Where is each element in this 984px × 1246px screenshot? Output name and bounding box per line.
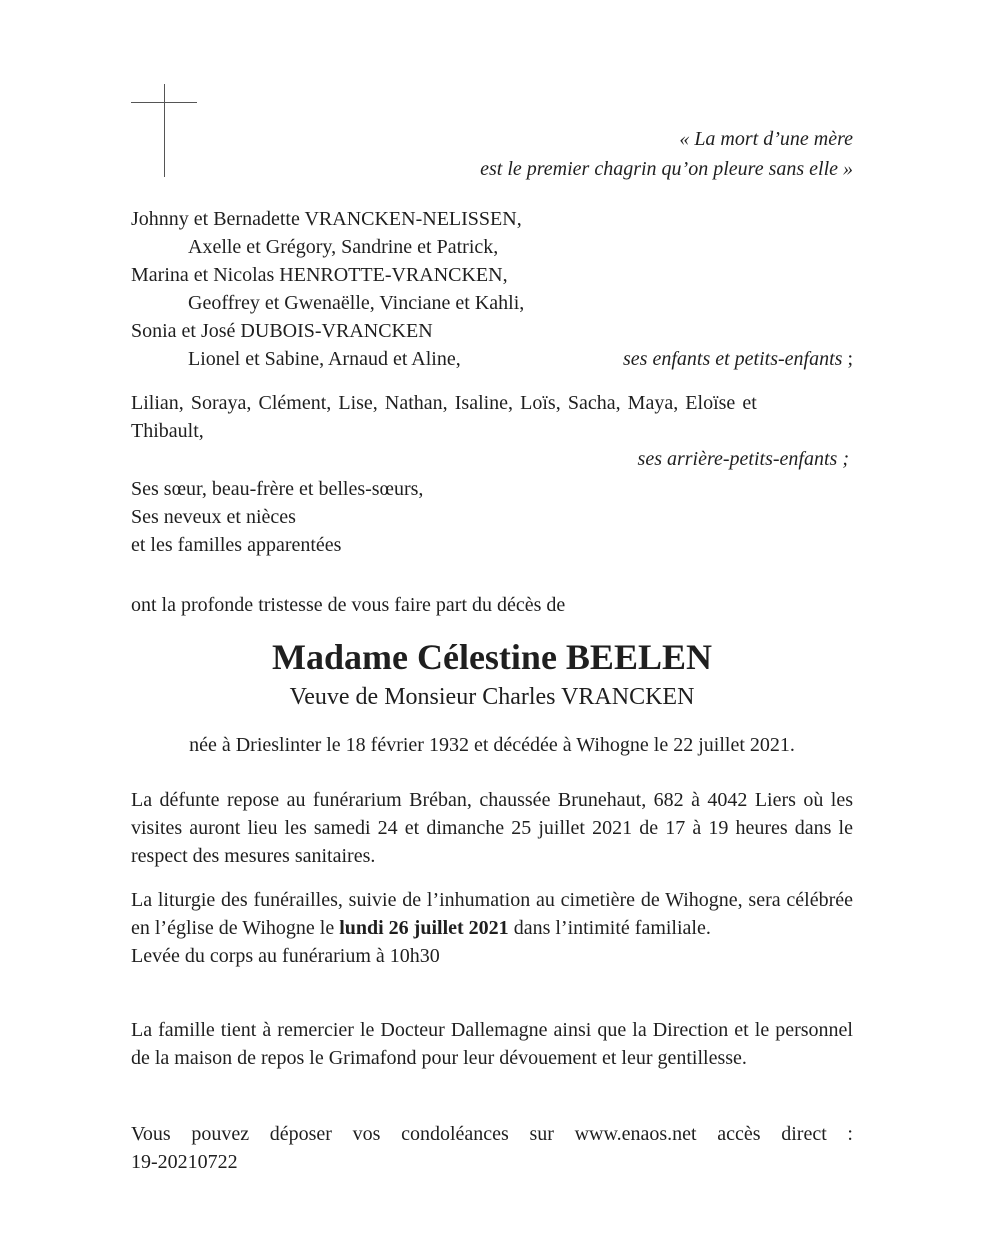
siblings-line: Ses neveux et nièces [131, 506, 296, 528]
family-line: Sonia et José DUBOIS-VRANCKEN [131, 320, 433, 342]
thanks-text: La famille tient à remercier le Docteur Dallemagne ainsi que la Direction et le personnel de la maison de repos le Grimafond pour leur dévouement et leur gentillesse. [131, 1019, 853, 1069]
family-line: Axelle et Grégory, Sandrine et Patrick, [188, 236, 499, 258]
thanks-paragraph [131, 1016, 853, 1072]
family-line: Johnny et Bernadette VRANCKEN-NELISSEN, [131, 208, 522, 230]
cross-icon-vertical [164, 84, 165, 177]
grandchildren-names-line-2: Thibault, [131, 420, 204, 442]
family-label [623, 345, 853, 373]
visitation-text: La défunte repose au funérarium Bréban, chaussée Brunehaut, 682 à 4042 Liers où les visites auront lieu les samedi 24 et dimanche 25 juillet 2021 de 17 à 19 heures dans le respect des mesures sanitaires. [131, 789, 853, 867]
grandchildren-label-text: ses arrière-petits-enfants [637, 448, 838, 470]
family-line: Lionel et Sabine, Arnaud et Aline, [188, 348, 461, 370]
siblings-list [131, 475, 853, 559]
condolences-text: Vous pouvez déposer vos condoléances sur www.enaos.net accès direct : [131, 1123, 853, 1145]
family-last-row [131, 345, 853, 373]
widow-of: Veuve de Monsieur Charles VRANCKEN [289, 684, 695, 710]
cross-icon-horizontal [131, 102, 197, 103]
announcement-intro: ont la profonde tristesse de vous faire part du décès de [131, 594, 566, 616]
family-list [131, 205, 853, 373]
levee-text: Levée du corps au funérarium à 10h30 [131, 945, 440, 967]
funeral-paragraph [131, 886, 853, 970]
family-label-text: ses enfants et petits-enfants [623, 348, 843, 370]
condolences-code: 19-20210722 [131, 1151, 238, 1173]
funeral-text-before: La liturgie des funérailles, suivie de l’inhumation au cimetière de Wihogne, sera célébrée en l’église de Wihogne le [131, 889, 853, 939]
family-label-punct: ; [842, 348, 853, 370]
quote-line-1: « La mort d’une mère [679, 128, 853, 150]
siblings-line: Ses sœur, beau-frère et belles-sœurs, [131, 478, 424, 500]
family-line: Geoffrey et Gwenaëlle, Vinciane et Kahli, [188, 292, 525, 314]
grandchildren-names: Lilian, Soraya, Clément, Lise, Nathan, Isaline, Loïs, Sacha, Maya, Eloïse et [131, 392, 757, 414]
grandchildren-names-line-1 [131, 389, 853, 417]
deceased-name: Madame Célestine BEELEN [272, 637, 712, 677]
grandchildren-label [131, 445, 853, 473]
quote-line-2: est le premier chagrin qu’on pleure sans elle » [480, 158, 853, 180]
funeral-text [131, 886, 853, 942]
birth-death-dates: née à Drieslinter le 18 février 1932 et décédée à Wihogne le 22 juillet 2021. [189, 734, 795, 756]
siblings-line: et les familles apparentées [131, 534, 342, 556]
funeral-text-after: dans l’intimité familiale. [508, 917, 711, 939]
grandchildren-label-punct: ; [837, 448, 849, 470]
epigraph-quote [480, 124, 853, 184]
condolences-paragraph [131, 1120, 853, 1176]
funeral-date: lundi 26 juillet 2021 [339, 917, 509, 939]
family-line: Marina et Nicolas HENROTTE-VRANCKEN, [131, 264, 508, 286]
visitation-paragraph [131, 786, 853, 870]
grandchildren-list [131, 389, 853, 473]
